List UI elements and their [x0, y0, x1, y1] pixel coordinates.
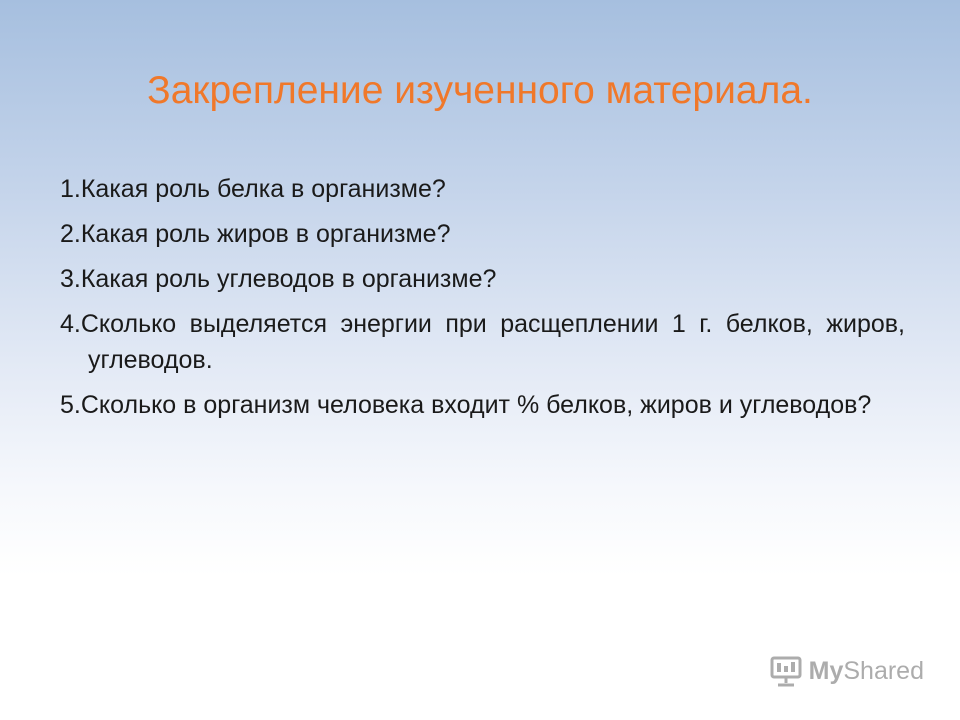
question-item-5: 5.Сколько в организм человека входит % белков, жиров и углеводов? — [60, 391, 872, 419]
watermark-my: My — [808, 657, 844, 685]
question-item-2: 2.Какая роль жиров в организме? — [60, 220, 451, 248]
watermark-shared: Shared — [843, 657, 924, 685]
myshared-watermark — [769, 654, 924, 688]
slide-title: Закрепление изученного материала. — [147, 69, 813, 112]
question-list — [60, 171, 905, 432]
presentation-board-icon — [769, 654, 803, 688]
question-item-1: 1.Какая роль белка в организме? — [60, 175, 446, 203]
question-item-4: 4.Сколько выделяется энергии при расщеплении 1 г. белков, жиров, углеводов. — [60, 310, 905, 374]
question-item-3: 3.Какая роль углеводов в организме? — [60, 265, 497, 293]
watermark-text — [809, 654, 924, 688]
